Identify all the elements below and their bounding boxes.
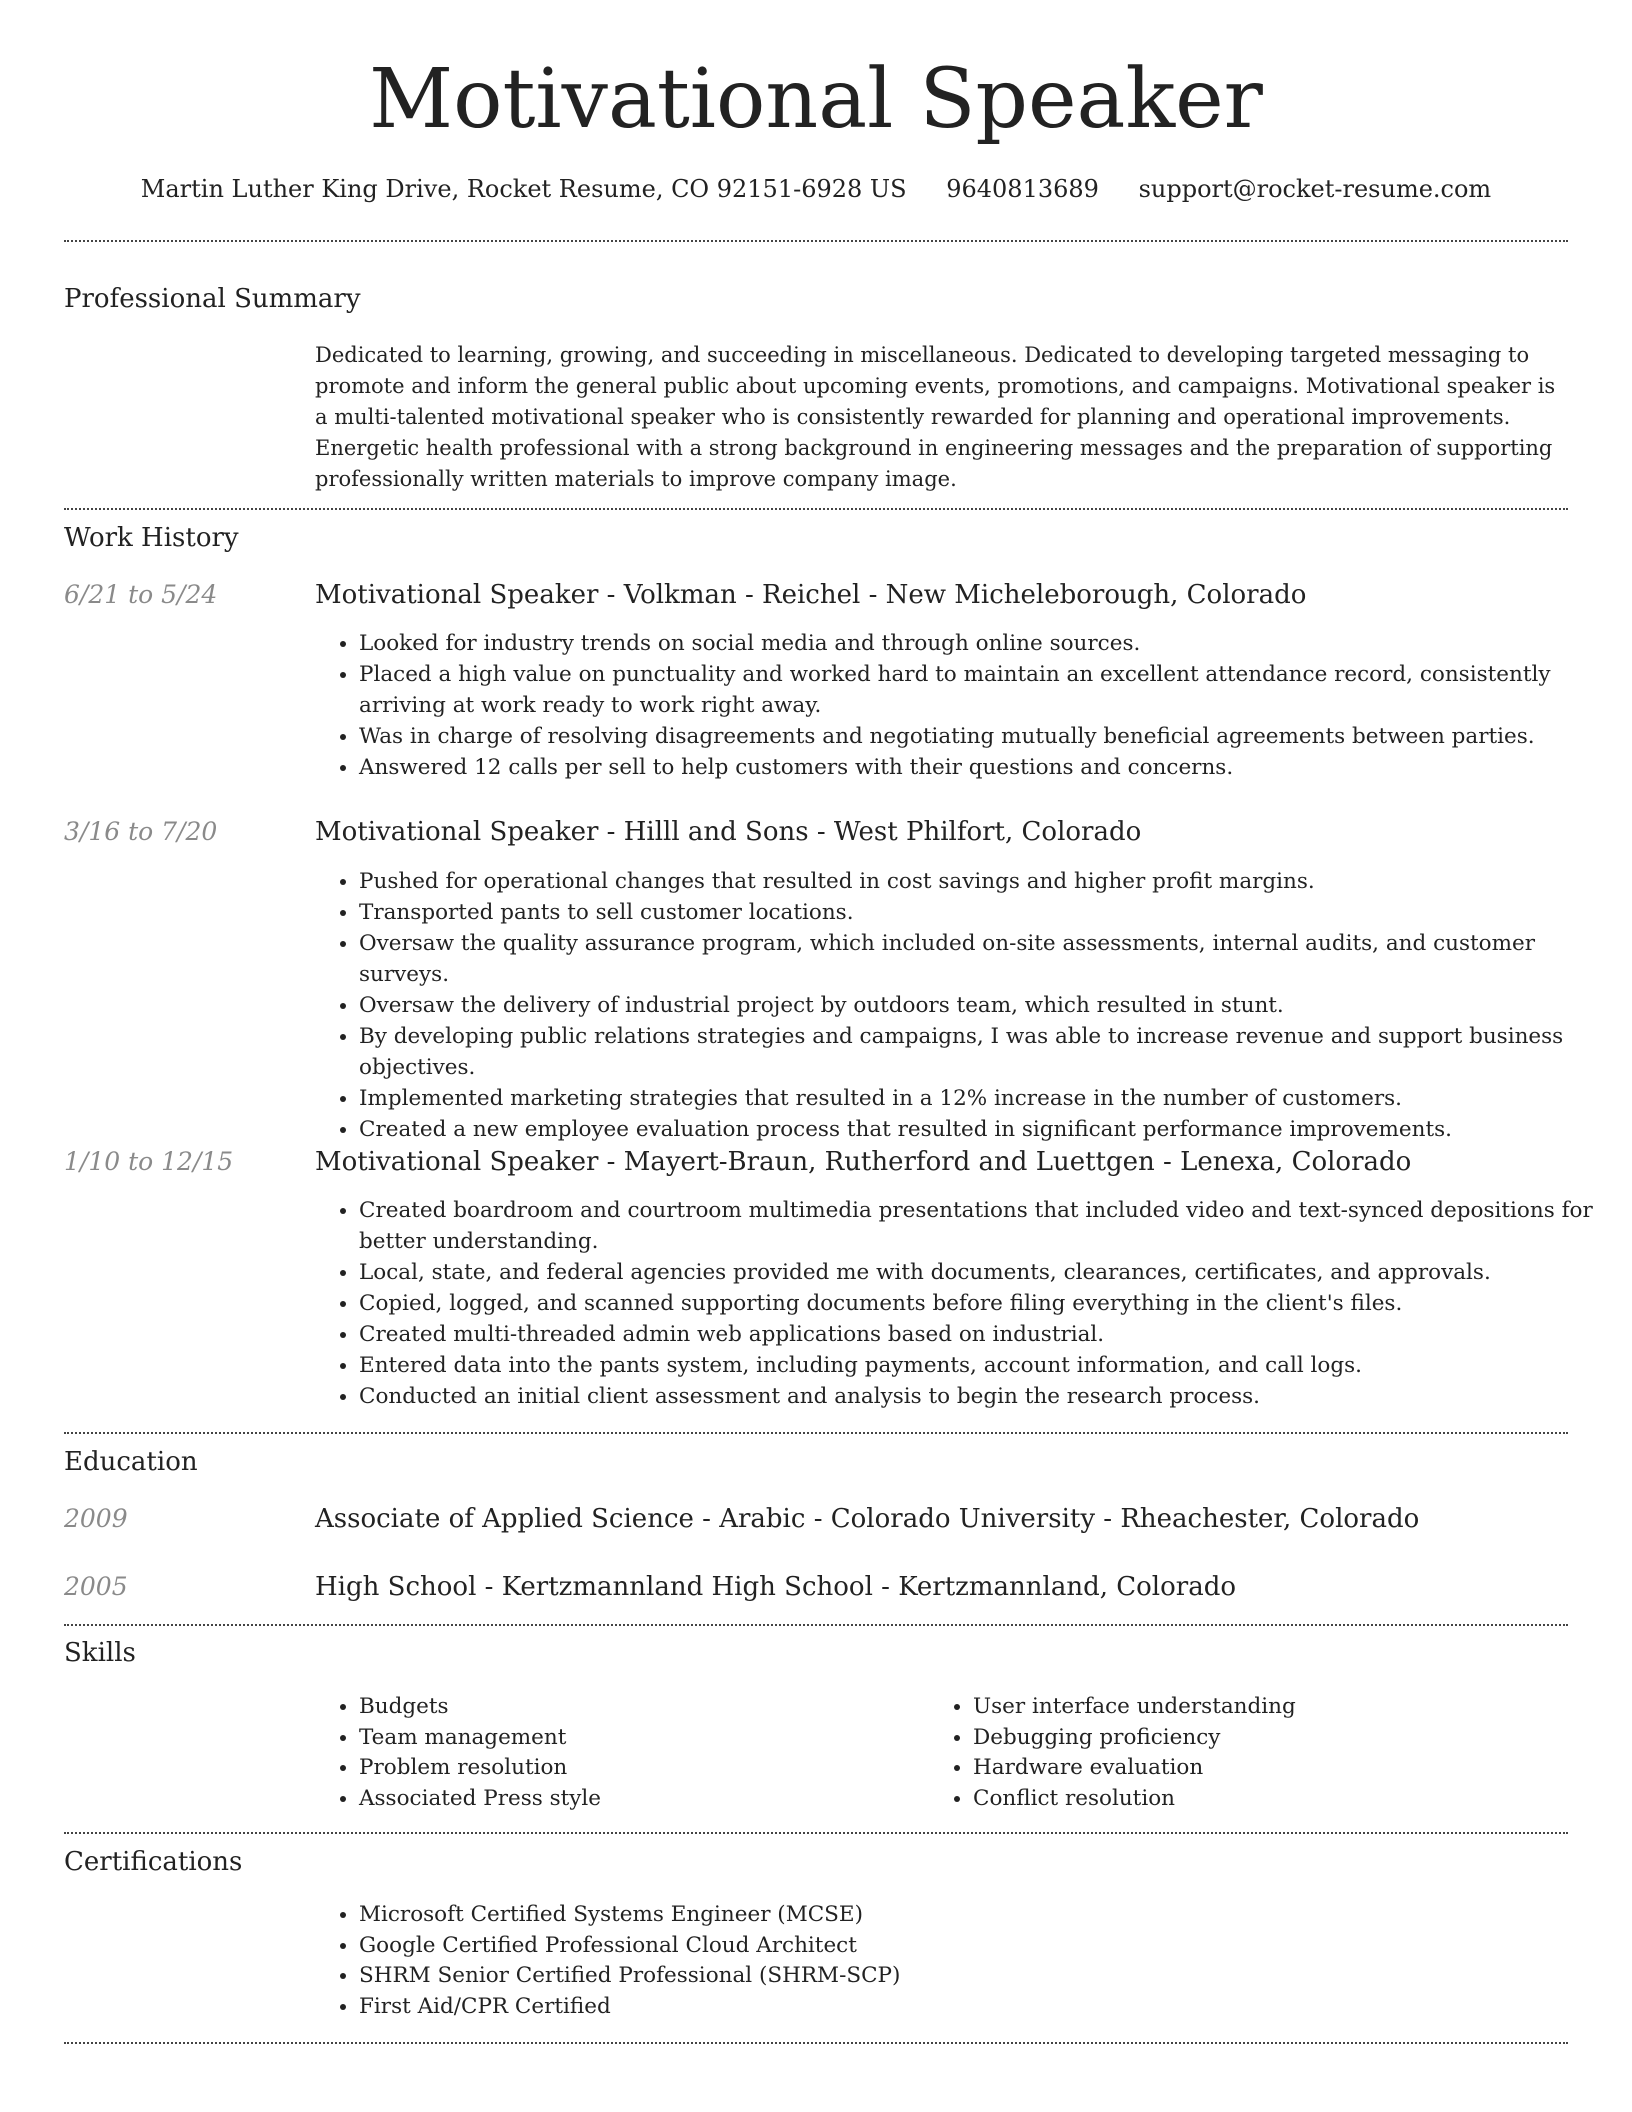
skill-item: • Budgets [359,1692,919,1723]
skills-list-right [929,1692,1533,1814]
contact-line [0,168,1632,210]
job-title: Motivational Speaker - Hilll and Sons - West Philfort, Colorado [315,817,1142,847]
job-bullets [315,1195,1599,1412]
resume-name: Motivational Speaker [369,52,1263,147]
certification-item: • SHRM Senior Certified Professional (SHRM-SCP) [359,1961,1559,1992]
list-item: • Conducted an initial client assessment and analysis to begin the research process. [359,1381,1599,1412]
skill-item: • Conflict resolution [973,1784,1533,1815]
contact-email: support@rocket-resume.com [1138,175,1492,203]
list-item: • By developing public relations strategies and campaigns, I was able to increase revenue and support business objectives. [359,1021,1599,1083]
contact-address: Martin Luther King Drive, Rocket Resume, CO 92151-6928 US [140,175,907,203]
summary-text: Dedicated to learning, growing, and succeeding in miscellaneous. Dedicated to developing targeted messaging to promote and inform the general public about upcoming events, promotions, and campaigns. Motivational speaker is a multi-talented motivational speaker who is consistently rewarded for planning and operational improvements. Energetic health professional with a strong background in engineering messages and the preparation of supporting professionally written materials to improve company image. [315,343,1556,491]
section-divider [64,2042,1568,2044]
list-item: • Entered data into the pants system, including payments, account information, and call logs. [359,1350,1599,1381]
job-bullets [315,628,1599,783]
list-item: • Pushed for operational changes that resulted in cost savings and higher profit margins. [359,866,1599,897]
education-degree: Associate of Applied Science - Arabic - Colorado University - Rheachester, Colorado [315,1504,1420,1534]
skill-item: • User interface understanding [973,1692,1533,1723]
skills-heading: Skills [64,1638,136,1668]
skill-item: • Problem resolution [359,1753,919,1784]
section-divider [64,1832,1568,1834]
job-dates: 6/21 to 5/24 [64,580,218,609]
education-degree: High School - Kertzmannland High School - Kertzmannland, Colorado [315,1572,1237,1602]
summary-heading: Professional Summary [64,284,361,314]
skill-item: • Hardware evaluation [973,1753,1533,1784]
list-item: • Copied, logged, and scanned supporting documents before filing everything in the client's files. [359,1288,1599,1319]
list-item: • Looked for industry trends on social media and through online sources. [359,628,1599,659]
job-title: Motivational Speaker - Mayert-Braun, Rutherford and Luettgen - Lenexa, Colorado [315,1147,1412,1177]
education-heading: Education [64,1447,198,1477]
certification-item: • First Aid/CPR Certified [359,1992,1559,2023]
section-divider [64,508,1568,510]
section-divider [64,1432,1568,1434]
skill-item: • Debugging proficiency [973,1723,1533,1754]
section-divider [64,240,1568,242]
job-title: Motivational Speaker - Volkman - Reichel - New Micheleborough, Colorado [315,580,1307,610]
skill-item: • Associated Press style [359,1784,919,1815]
skill-item: • Team management [359,1723,919,1754]
certification-item: • Google Certified Professional Cloud Architect [359,1931,1559,1962]
certifications-heading: Certifications [64,1847,243,1877]
list-item: • Created boardroom and courtroom multimedia presentations that included video and text-synced depositions for better understanding. [359,1195,1599,1257]
work-history-heading: Work History [64,523,239,553]
job-bullets [315,866,1599,1145]
certification-item: • Microsoft Certified Systems Engineer (MCSE) [359,1900,1559,1931]
list-item: • Created multi-threaded admin web applications based on industrial. [359,1319,1599,1350]
skills-list-left [315,1692,919,1814]
education-year: 2009 [64,1504,128,1533]
list-item: • Answered 12 calls per sell to help customers with their questions and concerns. [359,752,1599,783]
certifications-list [315,1900,1559,2022]
list-item: • Oversaw the delivery of industrial project by outdoors team, which resulted in stunt. [359,990,1599,1021]
job-dates: 1/10 to 12/15 [64,1147,234,1176]
list-item: • Implemented marketing strategies that resulted in a 12% increase in the number of customers. [359,1083,1599,1114]
contact-phone: 9640813689 [946,175,1099,203]
list-item: • Oversaw the quality assurance program, which included on-site assessments, internal audits, and customer surveys. [359,928,1599,990]
list-item: • Was in charge of resolving disagreements and negotiating mutually beneficial agreements between parties. [359,721,1599,752]
list-item: • Placed a high value on punctuality and worked hard to maintain an excellent attendance record, consistently arriving at work ready to work right away. [359,659,1599,721]
job-dates: 3/16 to 7/20 [64,817,218,846]
list-item: • Transported pants to sell customer locations. [359,897,1599,928]
list-item: • Created a new employee evaluation process that resulted in significant performance improvements. [359,1114,1599,1145]
list-item: • Local, state, and federal agencies provided me with documents, clearances, certificates, and approvals. [359,1257,1599,1288]
section-divider [64,1624,1568,1626]
education-year: 2005 [64,1572,128,1601]
